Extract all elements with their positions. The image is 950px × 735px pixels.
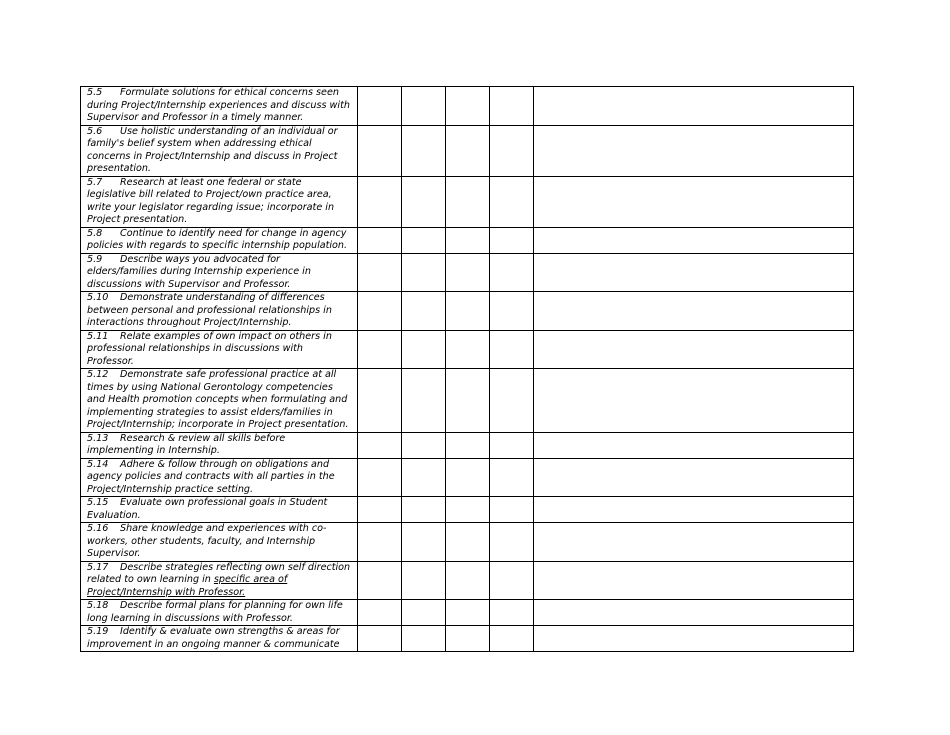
rating-cell-4[interactable] [490,458,534,497]
competency-text: Continue to identify need for change in agency policies with regards to specific internship population. [87,227,348,251]
rating-cell-3[interactable] [446,292,490,331]
rating-cell-1[interactable] [358,292,402,331]
table-row [81,253,854,292]
rating-cell-3[interactable] [446,176,490,227]
rating-cell-2[interactable] [402,497,446,523]
rating-cell-3[interactable] [446,253,490,292]
rating-cell-2[interactable] [402,87,446,126]
rating-cell-1[interactable] [358,523,402,562]
competency-number: 5.12 [87,369,109,380]
rating-cell-3[interactable] [446,432,490,458]
rating-cell-4[interactable] [490,330,534,369]
rating-cell-4[interactable] [490,87,534,126]
comments-cell[interactable] [534,125,854,176]
rating-cell-3[interactable] [446,330,490,369]
comments-cell[interactable] [534,292,854,331]
rating-cell-2[interactable] [402,176,446,227]
rating-cell-2[interactable] [402,125,446,176]
rating-cell-3[interactable] [446,125,490,176]
rating-cell-2[interactable] [402,523,446,562]
competency-text: Describe strategies reflecting own self direction related to own learning in [87,561,351,585]
rating-cell-4[interactable] [490,369,534,433]
table-row [81,432,854,458]
rating-cell-3[interactable] [446,523,490,562]
rating-cell-1[interactable] [358,227,402,253]
rating-cell-1[interactable] [358,561,402,600]
competency-description-cell [81,87,358,126]
comments-cell[interactable] [534,600,854,626]
competency-text: Use holistic understanding of an individual or family's belief system when addressing ethical concerns in Project/Internship and discuss in Project presentation. [87,125,338,174]
competency-number: 5.17 [87,561,109,573]
competency-text: Describe ways you advocated for elders/families during Internship experience in discussions with Supervisor and Professor. [87,253,311,290]
table-row [81,523,854,562]
rating-cell-3[interactable] [446,497,490,523]
comments-cell[interactable] [534,432,854,458]
rating-cell-2[interactable] [402,432,446,458]
competency-description-cell [81,432,358,458]
competency-text: Evaluate own professional goals in Student Evaluation. [87,497,328,521]
comments-cell[interactable] [534,561,854,600]
rating-cell-2[interactable] [402,330,446,369]
rating-cell-4[interactable] [490,497,534,523]
rating-cell-1[interactable] [358,369,402,433]
competency-description-cell [81,626,358,652]
comments-cell[interactable] [534,227,854,253]
rating-cell-2[interactable] [402,458,446,497]
competency-text: Formulate solutions for ethical concerns seen during Project/Internship experiences and discuss with Supervisor and Professor in a timely manner. [87,87,350,123]
rating-cell-3[interactable] [446,600,490,626]
competency-description-cell [81,330,358,369]
rating-cell-3[interactable] [446,626,490,652]
competency-number: 5.19 [87,626,109,637]
competency-text: Adhere & follow through on obligations and agency policies and contracts with all parties in the Project/Internship practice setting. [87,458,335,495]
table-row [81,125,854,176]
rating-cell-1[interactable] [358,253,402,292]
comments-cell[interactable] [534,458,854,497]
competency-number: 5.11 [87,330,109,342]
competency-number: 5.18 [87,600,109,611]
rating-cell-1[interactable] [358,600,402,626]
rating-cell-1[interactable] [358,125,402,176]
competency-text: Demonstrate safe professional practice at all times by using National Gerontology competencies and Health promotion concepts when formulating and implementing strategies to assist elders/families in Project/Internship; incorporate in Project presentation. [87,369,349,430]
rating-cell-4[interactable] [490,561,534,600]
table-row [81,369,854,433]
rating-cell-4[interactable] [490,292,534,331]
rating-cell-3[interactable] [446,227,490,253]
table-row [81,330,854,369]
competency-description-cell [81,561,358,600]
comments-cell[interactable] [534,330,854,369]
competency-description-cell [81,497,358,523]
rating-cell-4[interactable] [490,227,534,253]
competency-number: 5.13 [87,432,109,444]
competency-description-cell [81,600,358,626]
rating-cell-1[interactable] [358,87,402,126]
competency-description-cell [81,227,358,253]
rating-cell-2[interactable] [402,292,446,331]
competency-text: Describe formal plans for planning for own life long learning in discussions with Professor. [87,600,343,624]
competency-description-cell [81,523,358,562]
rating-cell-1[interactable] [358,432,402,458]
rating-cell-1[interactable] [358,176,402,227]
competency-description-cell [81,292,358,331]
table-row [81,497,854,523]
rating-cell-4[interactable] [490,523,534,562]
competency-text: Share knowledge and experiences with co-workers, other students, faculty, and Internship Supervisor. [87,523,327,559]
rating-cell-1[interactable] [358,458,402,497]
competency-text-underlined: specific area of Project/Internship with Professor. [87,574,288,598]
competency-text: Relate examples of own impact on others in professional relationships in discussions with Professor. [87,330,332,367]
comments-cell[interactable] [534,87,854,126]
rating-cell-4[interactable] [490,600,534,626]
rating-cell-1[interactable] [358,626,402,652]
comments-cell[interactable] [534,176,854,227]
table-row [81,458,854,497]
competency-description-cell [81,176,358,227]
rating-cell-3[interactable] [446,561,490,600]
competency-text: Demonstrate understanding of differences between personal and professional relationships in interactions throughout Project/Internship. [87,292,332,328]
competency-number: 5.14 [87,458,109,470]
comments-cell[interactable] [534,626,854,652]
table-row [81,561,854,600]
rating-cell-3[interactable] [446,369,490,433]
rating-cell-4[interactable] [490,432,534,458]
rating-cell-1[interactable] [358,497,402,523]
competency-description-cell [81,253,358,292]
competency-number: 5.7 [87,176,103,188]
comments-cell[interactable] [534,497,854,523]
rating-cell-4[interactable] [490,125,534,176]
comments-cell[interactable] [534,523,854,562]
table-row [81,626,854,652]
table-row [81,87,854,126]
comments-cell[interactable] [534,369,854,433]
competency-number: 5.16 [87,523,109,534]
rating-cell-1[interactable] [358,330,402,369]
rating-cell-2[interactable] [402,253,446,292]
competency-number: 5.8 [87,227,103,239]
rating-cell-4[interactable] [490,253,534,292]
rating-cell-2[interactable] [402,369,446,433]
table-row [81,176,854,227]
comments-cell[interactable] [534,253,854,292]
rating-cell-2[interactable] [402,626,446,652]
competency-description-cell [81,458,358,497]
table-row [81,227,854,253]
rating-cell-2[interactable] [402,561,446,600]
competency-description-cell [81,125,358,176]
competency-number: 5.10 [87,292,109,303]
competency-description-cell [81,369,358,433]
table-row [81,600,854,626]
competency-number: 5.9 [87,253,103,265]
rating-cell-4[interactable] [490,626,534,652]
competency-number: 5.15 [87,497,109,508]
rating-cell-2[interactable] [402,227,446,253]
rating-cell-3[interactable] [446,458,490,497]
competency-text: Research & review all skills before implementing in Internship. [87,432,286,456]
rating-cell-3[interactable] [446,87,490,126]
rating-cell-4[interactable] [490,176,534,227]
rating-cell-2[interactable] [402,600,446,626]
competency-number: 5.6 [87,125,103,137]
competency-text: Identify & evaluate own strengths & areas for improvement in an ongoing manner & communicate [87,626,340,650]
competency-text: Research at least one federal or state legislative bill related to Project/own practice area, write your legislator regarding issue; incorporate in Project presentation. [87,176,335,225]
table-row [81,292,854,331]
competency-evaluation-table [80,86,854,652]
competency-number: 5.5 [87,87,103,98]
